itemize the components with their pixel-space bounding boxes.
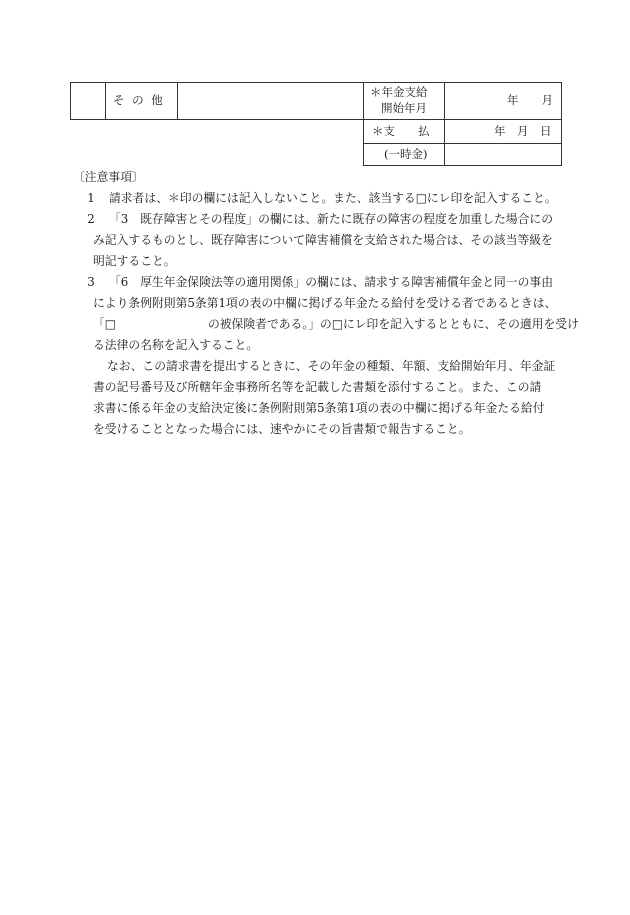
notes-section	[73, 167, 579, 440]
note-number: 3	[87, 275, 95, 289]
lump-sum-label: (一時金)	[384, 147, 428, 161]
pension-start-label-line1: ＊年金支給	[370, 85, 428, 99]
table-left-border	[70, 82, 71, 120]
note-paragraph-line: 求書に係る年金の支給決定後に条例附則第5条第1項の表の中欄に掲げる年金たる給付	[93, 401, 545, 415]
table-row1-bottom-right	[363, 119, 562, 120]
note-line: 「3 既存障害とその程度」の欄には、新たに既存の障害の程度を加重した場合にの	[109, 212, 553, 226]
pension-start-value: 年 月	[507, 93, 553, 107]
form-table	[70, 82, 562, 166]
table-col3-divider	[363, 82, 364, 166]
sonota-label: そ の 他	[113, 93, 165, 107]
table-col1-divider	[105, 82, 106, 120]
note-paragraph-line: なお、この請求書を提出するときに、その年金の種類、年額、支給開始年月、年金証	[107, 359, 556, 373]
note-number: 1	[87, 191, 95, 205]
pension-start-label-line2: 開始年月	[381, 101, 427, 115]
table-right-border	[561, 82, 562, 166]
note-checkbox-line	[93, 314, 579, 335]
note-paragraph	[73, 356, 563, 440]
payment-value: 年 月 日	[494, 124, 552, 138]
notes-title: 〔注意事項〕	[73, 170, 144, 184]
payment-label: ＊支 払	[372, 124, 430, 138]
table-bottom-border	[363, 165, 562, 166]
note-paragraph-line: 書の記号番号及び所轄年金事務所名等を記載した書類を添付すること。また、この請	[93, 380, 542, 394]
note-paragraph-line: を受けることとなった場合には、速やかにその旨書類で報告すること。	[93, 422, 471, 436]
note-checkbox-start: 「□	[93, 317, 116, 331]
table-top-border	[70, 82, 562, 83]
table-col2-divider	[177, 82, 178, 120]
note-line: の被保険者である。」の□にレ印を記入するとともに、その適用を受け	[207, 317, 579, 331]
table-row2-bottom	[363, 143, 562, 144]
note-line: み記入するものとし、既存障害について障害補償を支給された場合は、その該当等級を	[93, 233, 553, 247]
note-number: 2	[87, 212, 95, 226]
note-line: 「6 厚生年金保険法等の適用関係」の欄には、請求する障害補償年金と同一の事由	[109, 275, 553, 289]
note-item-3	[73, 272, 579, 356]
note-line: る法律の名称を記入すること。	[93, 338, 259, 352]
note-item-2	[73, 209, 563, 272]
table-col4-divider	[444, 82, 445, 166]
table-row1-bottom-left	[70, 119, 363, 120]
note-item-1	[73, 188, 563, 209]
note-line: により条例附則第5条第1項の表の中欄に掲げる年金たる給付を受ける者であるときは、	[93, 296, 557, 310]
note-line: 請求者は、＊印の欄には記入しないこと。また、該当する□にレ印を記入すること。	[109, 191, 557, 205]
note-line: 明記すること。	[93, 254, 176, 268]
